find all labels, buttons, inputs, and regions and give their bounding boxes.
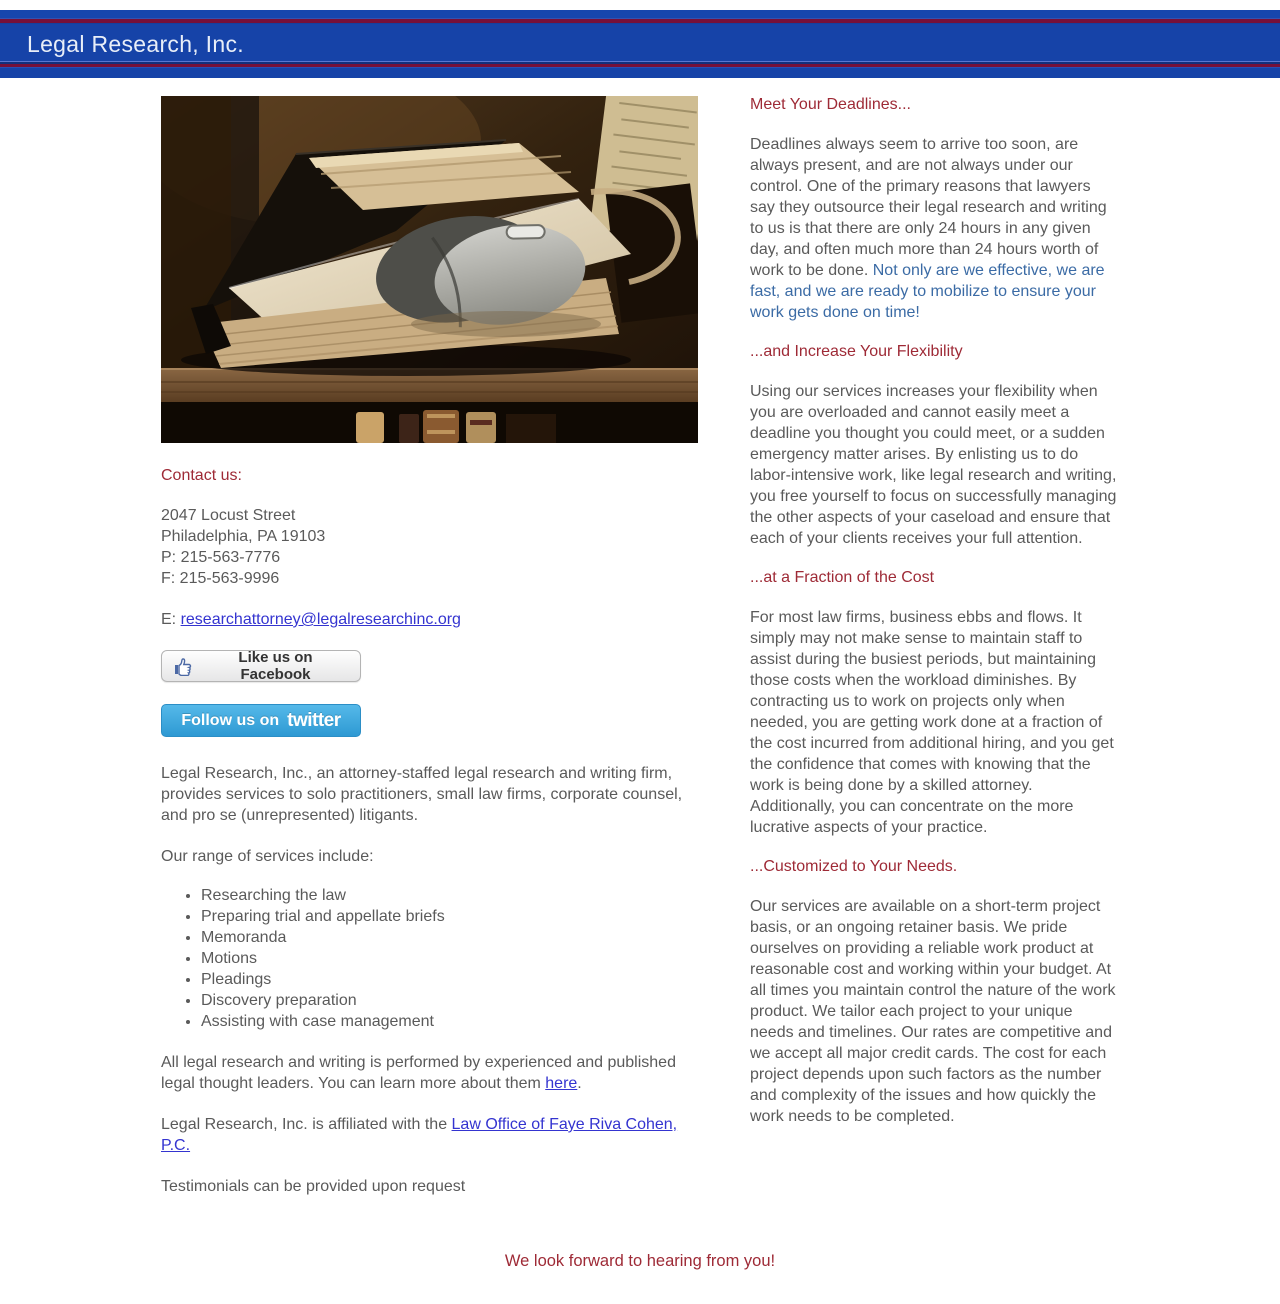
section-heading-cost: ...at a Fraction of the Cost	[750, 569, 935, 586]
section-paragraph-deadlines	[750, 134, 1119, 323]
address-street: 2047 Locust Street	[161, 507, 296, 524]
service-item: • Discovery preparation	[201, 990, 698, 1011]
deadlines-body-text: Deadlines always seem to arrive too soon, are always present, and are not always under our control. One of the primary reasons that lawyers say they outsource their legal research and writing to us is that there are only 24 hours in any given day, and often much more than 24 hours worth of work to be done.	[750, 136, 1107, 279]
affiliation-paragraph	[161, 1114, 698, 1156]
thumbs-up-icon	[173, 656, 193, 676]
twitter-button-label: Follow us on	[181, 711, 280, 729]
deadlines-highlight-text: Not only are we effective, we are fast, and we are ready to mobilize to ensure your work gets done on time!	[750, 262, 1105, 321]
contact-heading: Contact us:	[161, 467, 242, 484]
intro-paragraph: Legal Research, Inc., an attorney-staffed legal research and writing firm, provides services to solo practitioners, small law firms, corporate counsel, and pro se (unrepresented) litigants.	[161, 765, 683, 824]
thought-leaders-period: .	[577, 1075, 582, 1092]
thought-leaders-paragraph	[161, 1052, 698, 1094]
service-item: • Memoranda	[201, 927, 698, 948]
service-item: • Preparing trial and appellate briefs	[201, 906, 698, 927]
here-link[interactable]: here	[545, 1075, 578, 1092]
phone-number: P: 215-563-7776	[161, 549, 281, 566]
section-paragraph-flexibility: Using our services increases your flexibility when you are overloaded and cannot easily meet a deadline you thought you could meet, or a sudden emergency matter arises. By enlisting us to do labor-intensive work, like legal research and writing, you free yourself to focus on successfully managing the other aspects of your caseload and ensure that each of your clients receives your full attention.	[750, 383, 1117, 547]
section-paragraph-cost: For most law firms, business ebbs and flows. It simply may not make sense to maintain staff to assist during the busiest periods, but maintaining those costs when the workload diminishes. By contracting us to work on projects only when needed, you are getting work done at a fraction of the cost incurred from additional hiring, and you get the confidence that comes with knowing that the work is being done by a skilled attorney. Additionally, you can concentrate on the more lucrative aspects of your practice.	[750, 609, 1114, 836]
section-paragraph-customized: Our services are available on a short-term project basis, or an ongoing retainer basis. We pride ourselves on providing a reliable work product at reasonable cost and working within your budget. At all times you maintain control the nature of the work product. We tailor each project to your unique needs and timelines. Our rates are competitive and we accept all major credit cards. The cost for each project depends upon such factors as the number and complexity of the issues and how quickly the work needs to be completed.	[750, 898, 1116, 1125]
service-item: • Motions	[201, 948, 698, 969]
affiliation-text: Legal Research, Inc. is affiliated with the	[161, 1116, 452, 1133]
address-city: Philadelphia, PA 19103	[161, 528, 326, 545]
service-item: • Pleadings	[201, 969, 698, 990]
left-column	[161, 96, 698, 1217]
facebook-button[interactable]	[161, 650, 361, 682]
site-header	[0, 10, 1280, 78]
main-content	[0, 78, 1280, 1217]
twitter-logo-wordmark: twitter	[287, 709, 341, 731]
email-prefix: E:	[161, 611, 181, 628]
facebook-button-label: Like us on Facebook	[238, 649, 313, 683]
services-heading: Our range of services include:	[161, 848, 374, 865]
section-heading-customized: ...Customized to Your Needs.	[750, 858, 958, 875]
contact-address-block	[161, 505, 698, 589]
twitter-button[interactable]	[161, 704, 361, 737]
service-item: • Researching the law	[201, 885, 698, 906]
fax-number: F: 215-563-9996	[161, 570, 280, 587]
service-item: • Assisting with case management	[201, 1011, 698, 1032]
books-and-mouse-photo	[161, 96, 698, 443]
right-column	[750, 96, 1119, 1217]
law-office-link[interactable]: Law Office of Faye Riva Cohen, P.C.	[161, 1116, 678, 1154]
email-link[interactable]: researchattorney@legalresearchinc.org	[180, 611, 461, 628]
services-list	[161, 885, 698, 1032]
page-title: Legal Research, Inc.	[27, 30, 244, 57]
testimonials-note: Testimonials can be provided upon request	[161, 1178, 466, 1195]
thought-leaders-text: All legal research and writing is performed by experienced and published legal thought leaders. You can learn more about them	[161, 1054, 676, 1092]
books-and-mouse-illustration	[161, 96, 698, 443]
email-line	[161, 609, 698, 630]
footer-message: We look forward to hearing from you!	[504, 1252, 776, 1270]
section-heading-deadlines: Meet Your Deadlines...	[750, 96, 911, 113]
section-heading-flexibility: ...and Increase Your Flexibility	[750, 343, 963, 360]
